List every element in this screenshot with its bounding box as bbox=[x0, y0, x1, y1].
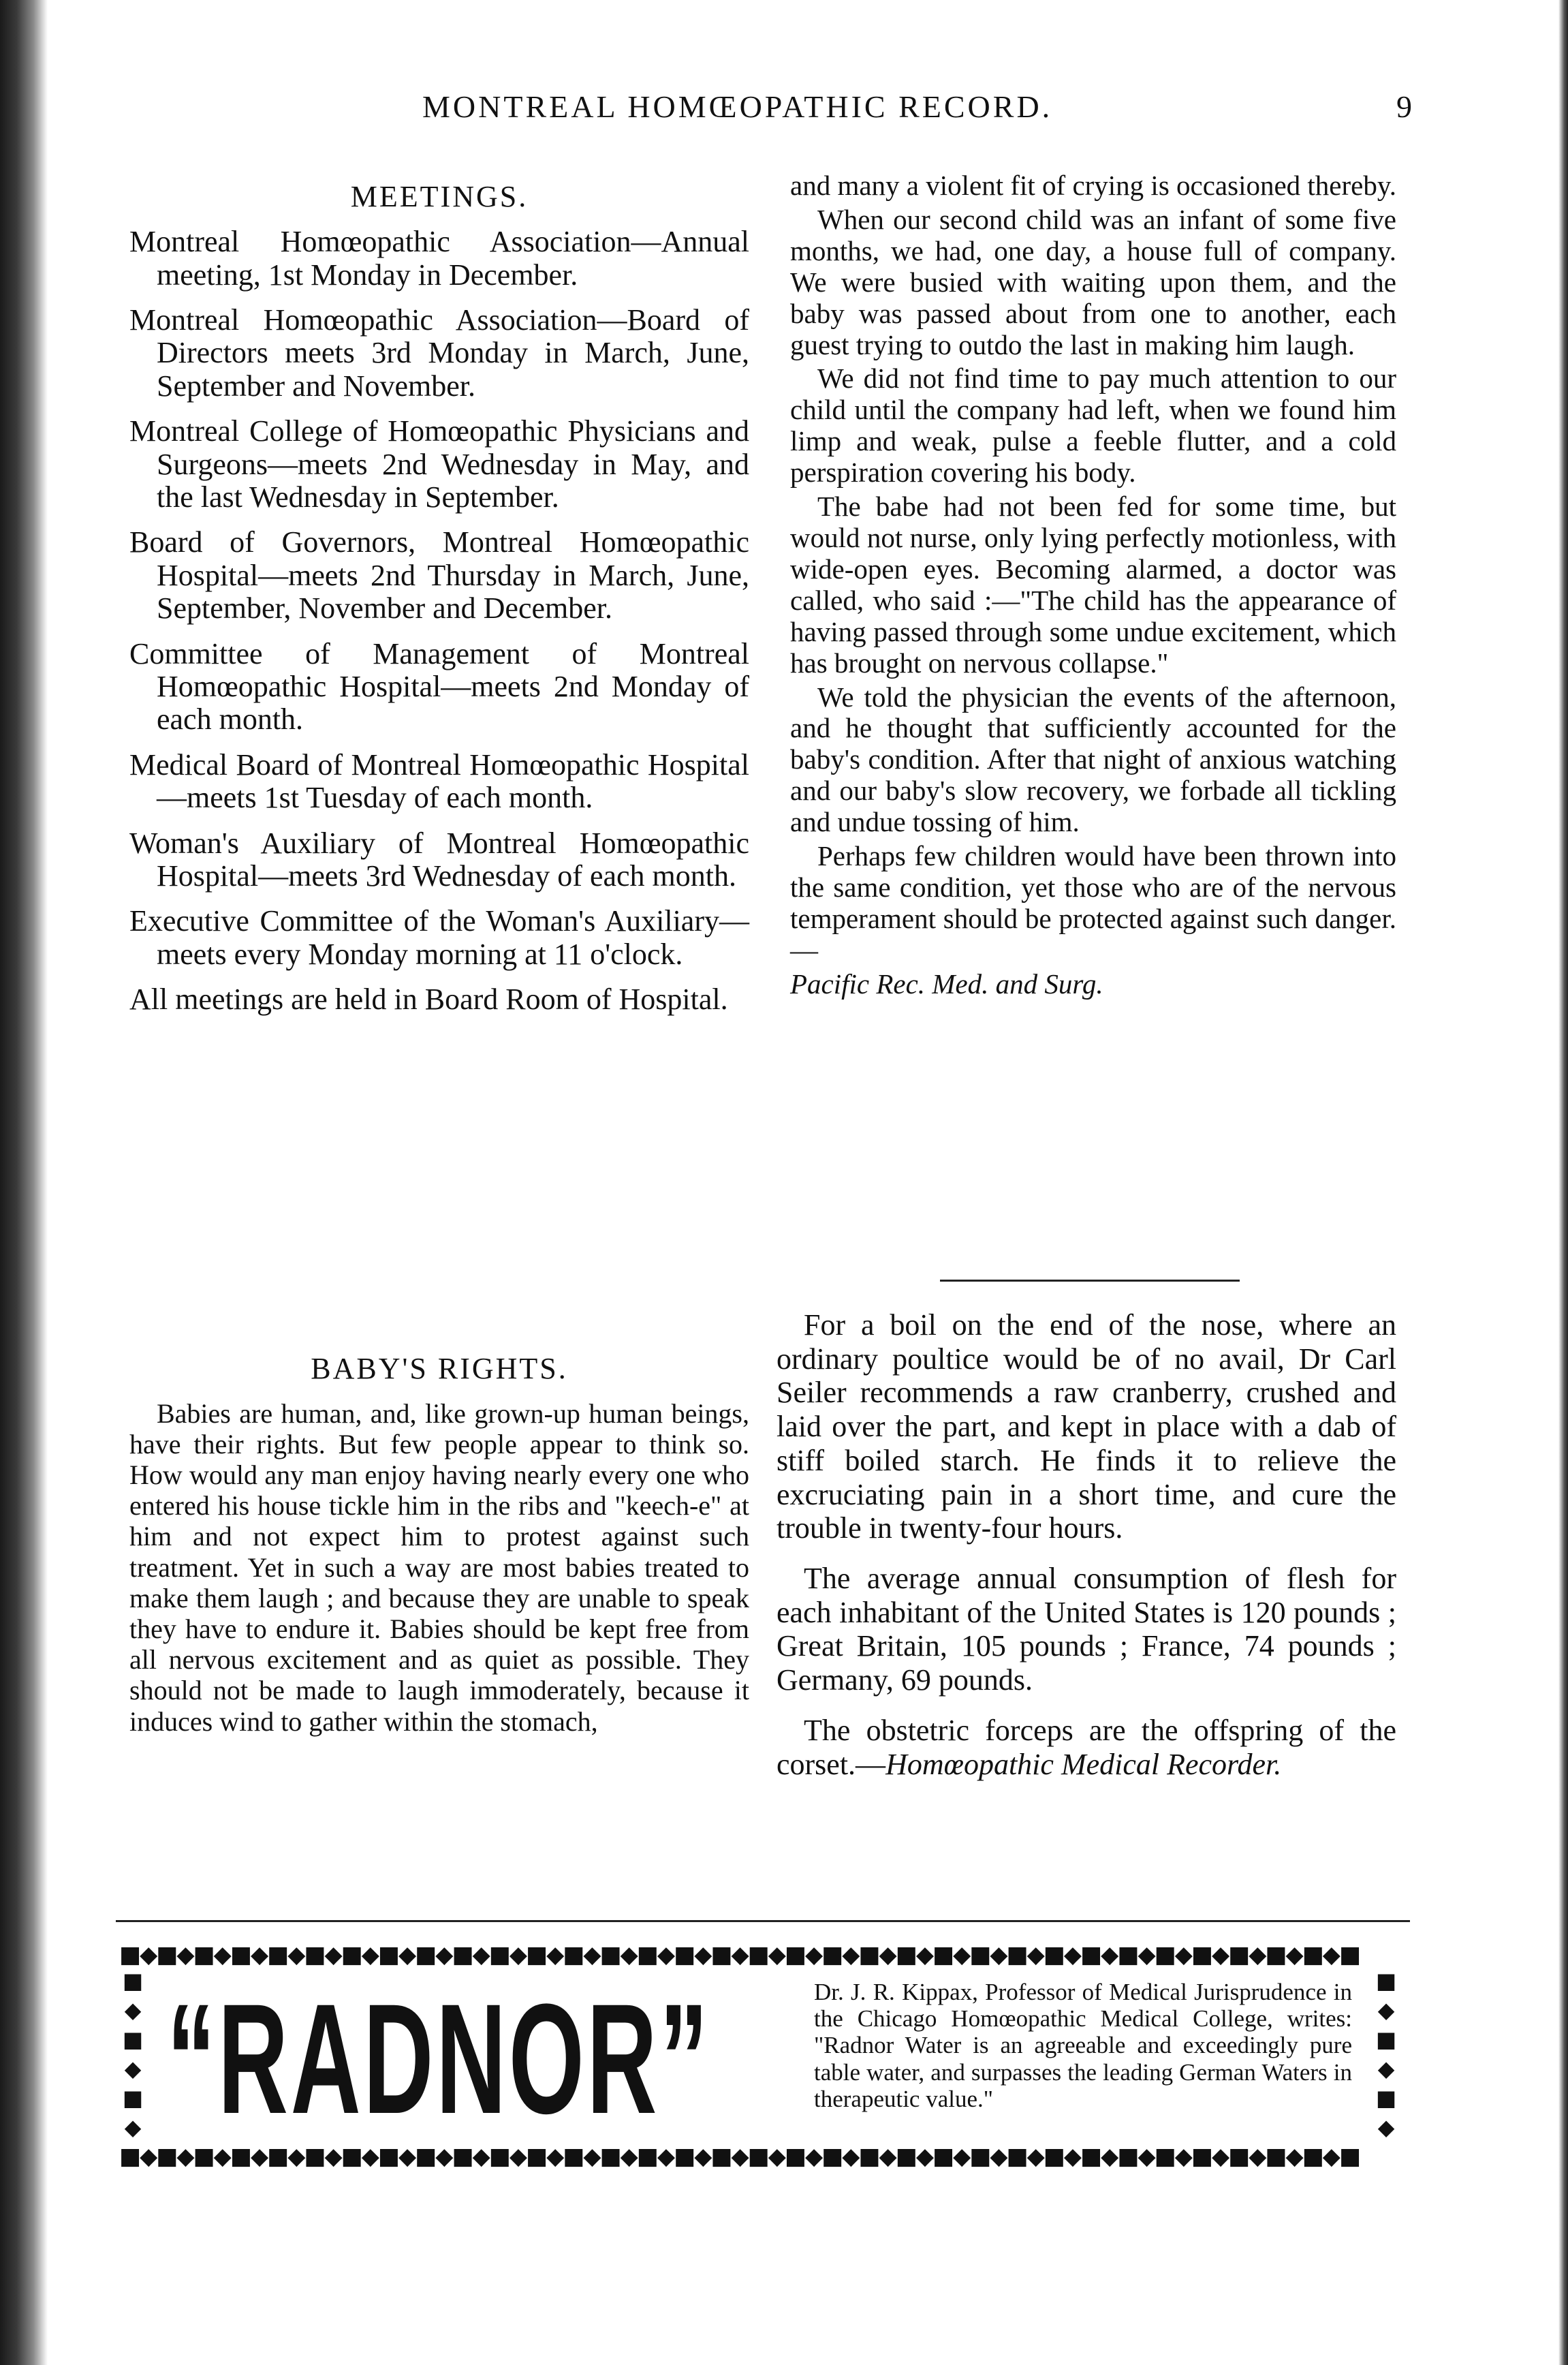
meeting-item: Woman's Auxiliary of Montreal Homœopathic Hospital—meets 3rd Wednesday of each month. bbox=[129, 826, 749, 893]
article-paragraph: and many a violent fit of crying is occasioned thereby. bbox=[790, 170, 1396, 201]
meeting-item: Montreal Homœopathic Association—Board of Directors meets 3rd Monday in March, June, September and November. bbox=[129, 303, 749, 403]
page-number: 9 bbox=[1396, 89, 1412, 124]
babys-rights-continued bbox=[790, 170, 1396, 1000]
running-title: MONTREAL HOMŒOPATHIC RECORD. bbox=[422, 89, 1053, 124]
article-paragraph: The babe had not been fed for some time, but would not nurse, only lying perfectly motionless, with wide-open eyes. Becoming alarmed, a doctor was called, who said :—"The child has the appearance of having passed through some undue excitement, which has brought on nervous collapse." bbox=[790, 491, 1396, 679]
meetings-section bbox=[129, 170, 749, 1028]
meeting-item: All meetings are held in Board Room of Hospital. bbox=[129, 983, 728, 1017]
babys-rights-article bbox=[129, 1342, 749, 1737]
meeting-item: Medical Board of Montreal Homœopathic Hospital—meets 1st Tuesday of each month. bbox=[129, 747, 749, 815]
article-source: Pacific Rec. Med. and Surg. bbox=[790, 968, 1103, 1000]
article-paragraph: We told the physician the events of the afternoon, and he thought that sufficiently accounted for the baby's condition. After that night of anxious watching and our baby's slow recovery, we forbade all tickling and undue tossing of him. bbox=[790, 681, 1396, 838]
note-forceps-text: The obstetric forceps are the offspring of the corset.— bbox=[777, 1713, 1396, 1781]
meeting-item: Board of Governors, Montreal Homœopathic Hospital—meets 2nd Thursday in March, June, September, November and December. bbox=[129, 525, 749, 625]
radnor-brand-title: “RADNOR” bbox=[167, 1971, 711, 2146]
note-forceps-source: Homœopathic Medical Recorder. bbox=[885, 1747, 1282, 1781]
babys-rights-heading: BABY'S RIGHTS. bbox=[311, 1352, 568, 1385]
meeting-item: Committee of Management of Montreal Homœopathic Hospital—meets 2nd Monday of each month. bbox=[129, 636, 749, 737]
article-paragraph: Perhaps few children would have been thrown into the same condition, yet those who are of the nervous temperament should be protected against such danger.— bbox=[790, 840, 1396, 965]
radnor-ad-copy: Dr. J. R. Kippax, Professor of Medical Jurisprudence in the Chicago Homœopathic Medical College, writes: "Radnor Water is an agreeable and exceedingly pure table water, and surpasses the leading German Waters in therapeutic value." bbox=[814, 1979, 1352, 2112]
notes-section bbox=[777, 1308, 1396, 1781]
radnor-advertisement bbox=[119, 1943, 1400, 2168]
meeting-item: Montreal Homœopathic Association—Annual meeting, 1st Monday in December. bbox=[129, 225, 749, 292]
ad-border-bottom: ■◆■◆■◆■◆■◆■◆■◆■◆■◆■◆■◆■◆■◆■◆■◆■◆■◆■◆■◆■◆■◆■◆■◆■◆■◆■◆■◆■◆■◆■◆■◆■◆■◆■ bbox=[119, 2145, 1360, 2168]
advertisement-rule bbox=[116, 1920, 1410, 1922]
article-paragraph: When our second child was an infant of some five months, we had, one day, a house full of company. We were busied with waiting upon them, and the baby was passed about from one to another, each guest trying to outdo the last in making him laugh. bbox=[790, 203, 1396, 360]
note-forceps bbox=[777, 1714, 1396, 1781]
scan-shadow-right bbox=[1558, 0, 1568, 2365]
babys-rights-text: Babies are human, and, like grown-up human beings, have their rights. But few people appear to think so. How would any man enjoy having nearly every one who entered his house tickle him in the ribs and "keech-e" at him and not expect him to protest against such treatment. Yet in such a way are most babies treated to make them laugh ; and because they are unable to speak they have to endure it. Babies should be kept free from all nervous excitement and as quiet as possible. They should not be made to laugh immoderately, because it induces wind to gather within the stomach, bbox=[129, 1397, 749, 1737]
article-paragraph: We did not find time to pay much attention to our child until the company had left, when we found him limp and weak, pulse a feeble flutter, and a cold perspiration covering his body. bbox=[790, 362, 1396, 489]
meeting-item: Executive Committee of the Woman's Auxiliary—meets every Monday morning at 11 o'clock. bbox=[129, 904, 749, 971]
note-boil: For a boil on the end of the nose, where an ordinary poultice would be of no avail, Dr Carl Seiler recommends a raw cranberry, crushed and laid over the part, and kept in place with a dab of stiff boiled starch. He finds it to relieve the excruciating pain in a short time, and cure the trouble in twenty-four hours. bbox=[777, 1308, 1396, 1545]
note-flesh: The average annual consumption of flesh for each inhabitant of the United States is 120 pounds ; Great Britain, 105 pounds ; France, 74 pounds ; Germany, 69 pounds. bbox=[777, 1562, 1396, 1697]
scan-shadow-left bbox=[0, 0, 48, 2365]
ad-border-right: ■◆■◆■◆ bbox=[1375, 1968, 1397, 2140]
meeting-item: Montreal College of Homœopathic Physicians and Surgeons—meets 2nd Wednesday in May, and the last Wednesday in September. bbox=[129, 414, 749, 514]
ad-border-left: ■◆■◆■◆ bbox=[122, 1968, 144, 2140]
meetings-heading: MEETINGS. bbox=[350, 180, 529, 213]
ad-border-top: ■◆■◆■◆■◆■◆■◆■◆■◆■◆■◆■◆■◆■◆■◆■◆■◆■◆■◆■◆■◆■◆■◆■◆■◆■◆■◆■◆■◆■◆■◆■◆■◆■◆■ bbox=[119, 1943, 1360, 1966]
section-divider bbox=[940, 1280, 1240, 1282]
